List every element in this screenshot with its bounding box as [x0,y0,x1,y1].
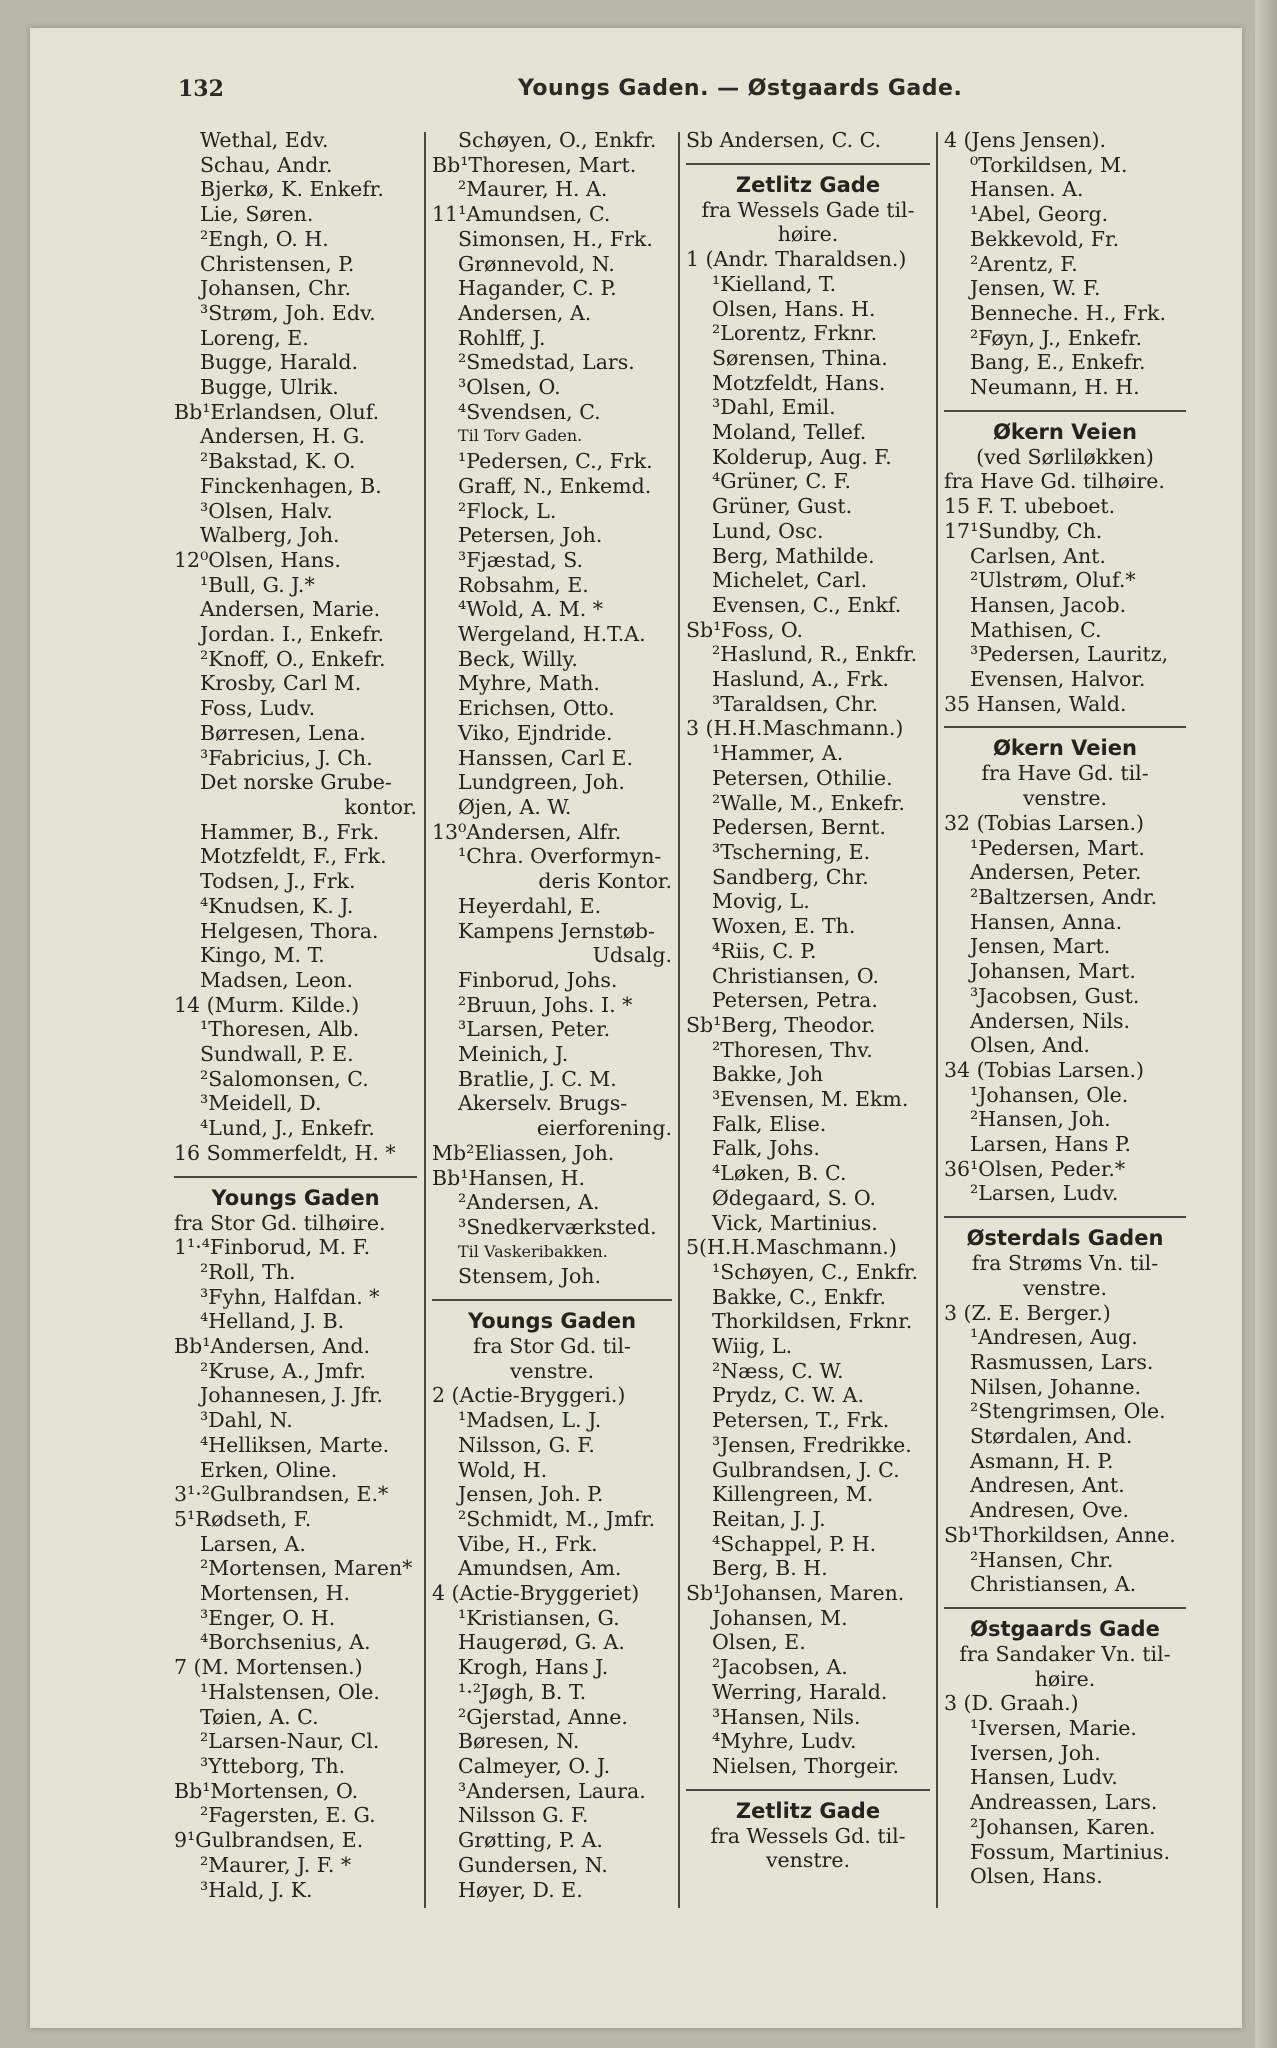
directory-entry: ³Strøm, Joh. Edv. [200,300,376,325]
directory-entry: Loreng, E. [200,325,309,350]
directory-entry: Wethal, Edv. [200,128,329,152]
directory-entry: Rasmussen, Lars. [970,1349,1154,1374]
directory-entry: 2 (Actie-Bryggeri.) [432,1383,626,1408]
directory-entry: Erken, Oline. [200,1457,338,1482]
directory-entry: ⁴Wold, A. M. * [458,597,604,622]
directory-entry: ²Bruun, Johs. I. * [458,992,633,1017]
directory-entry: ³Olsen, O. [458,375,561,400]
directory-entry: eierforening. [536,1116,672,1141]
directory-entry: Hanssen, Carl E. [458,745,633,770]
directory-entry: Andersen, Peter. [970,860,1142,885]
column-1 [174,128,417,1902]
section-separator [432,1299,672,1301]
directory-entry: ²Thoresen, Thv. [712,1037,873,1062]
directory-entry: ⁴Svendsen, C. [458,399,601,424]
directory-entry: Jensen, Mart. [970,934,1111,959]
directory-entry: fra Wessels Gade til- [701,197,915,222]
directory-entry: Woxen, E. Th. [712,914,856,939]
directory-entry: Kolderup, Aug. F. [712,444,892,469]
directory-entry: Andersen, H. G. [200,424,366,449]
directory-entry: ¹Johansen, Ole. [970,1082,1129,1107]
directory-entry: Robsahm, E. [458,572,589,597]
directory-entry: 3 (D. Graah.) [944,1691,1079,1716]
directory-entry: Hansen, Ludv. [970,1765,1118,1790]
directory-entry: Rohlff, J. [458,325,546,350]
directory-entry: ²Johansen, Karen. [970,1814,1156,1839]
section-separator [944,410,1186,412]
directory-entry: Falk, Johs. [712,1136,820,1161]
directory-entry: Neumann, H. H. [970,375,1140,400]
directory-entry: Wergeland, H.T.A. [458,622,646,647]
directory-entry: Hansen, Jacob. [970,592,1127,617]
directory-entry: ²Lorentz, Frknr. [712,321,878,346]
section-separator [944,1216,1186,1218]
directory-entry: ²Walle, M., Enkefr. [712,790,905,815]
directory-entry: Johannesen, J. Jfr. [200,1383,383,1408]
directory-entry: ¹Kristiansen, G. [458,1605,620,1630]
directory-entry: Lund, Osc. [712,518,824,543]
directory-entry: ²Hansen, Chr. [970,1547,1114,1572]
column-2 [432,128,672,1902]
directory-entry: ²Andersen, A. [458,1190,600,1215]
directory-entry: Wiig, L. [712,1334,793,1359]
directory-entry: Bekkevold, Fr. [970,226,1120,251]
directory-entry: 9¹Gulbrandsen, E. [174,1828,364,1853]
directory-entry: Werring, Harald. [712,1679,888,1704]
directory-entry: Haugerød, G. A. [458,1630,625,1655]
directory-entry: ³Ytteborg, Th. [200,1754,346,1778]
directory-entry: ⁴Knudsen, K. J. [200,893,354,918]
directory-entry: Asmann, H. P. [970,1448,1114,1473]
directory-entry: Sandberg, Chr. [712,864,869,889]
directory-entry: Calmeyer, O. J. [458,1754,611,1778]
directory-entry: ²Maurer, J. F. * [200,1852,352,1877]
directory-entry: Bb¹Mortensen, O. [174,1778,359,1803]
directory-entry: ²Larsen, Ludv. [970,1181,1119,1206]
page-number: 132 [178,76,224,102]
directory-entry: fra Have Gd. tilhøire. [944,469,1165,494]
directory-entry: 36¹Olsen, Peder.* [944,1156,1126,1181]
directory-entry: ³Hald, J. K. [200,1877,313,1902]
directory-entry: Sb¹Foss, O. [686,617,804,642]
directory-entry: Høyer, D. E. [458,1877,583,1902]
street-heading: Youngs Gaden [467,1309,637,1334]
directory-entry: 3 (Z. E. Berger.) [944,1300,1111,1325]
directory-entry: ³Evensen, M. Ekm. [712,1087,909,1112]
directory-entry: 3 (H.H.Maschmann.) [686,716,904,741]
section-separator [944,1607,1186,1609]
directory-entry: Michelet, Carl. [712,568,868,593]
directory-entry: ¹Abel, Georg. [970,202,1109,227]
directory-entry: Larsen, A. [200,1531,306,1556]
directory-entry: Kingo, M. T. [200,943,325,968]
directory-entry: Bb¹Erlandsen, Oluf. [174,399,380,424]
directory-entry: Beck, Willy. [458,646,578,671]
directory-entry: Andersen, A. [458,300,592,325]
directory-entry: venstre. [1022,786,1108,811]
street-heading: Østerdals Gaden [966,1226,1164,1251]
directory-entry: kontor. [344,794,417,819]
directory-entry: Børresen, Lena. [200,720,366,745]
section-separator [686,163,930,165]
directory-entry: 4 (Jens Jensen). [944,128,1107,152]
directory-entry: ³Larsen, Peter. [458,1017,611,1042]
section-separator [686,1789,930,1791]
directory-entry: Todsen, J., Frk. [200,869,356,894]
directory-entry: Hammer, B., Frk. [200,819,380,844]
directory-entry: Prydz, C. W. A. [712,1383,864,1408]
directory-entry: Vibe, H., Frk. [458,1531,598,1556]
directory-entry: ³Fyhn, Halfdan. * [200,1284,380,1309]
directory-entry: ¹Kielland, T. [712,271,837,296]
directory-entry: Gundersen, N. [458,1852,608,1877]
directory-entry: 35 Hansen, Wald. [944,691,1127,716]
directory-entry: 7 (M. Mortensen.) [174,1655,363,1680]
directory-entry: ²Larsen-Naur, Cl. [200,1729,380,1754]
directory-entry: ¹Schøyen, C., Enkfr. [712,1259,918,1284]
directory-entry: 11¹Amundsen, C. [432,202,611,227]
column-rule-2 [678,132,680,1908]
directory-entry: ²Næss, C. W. [712,1358,844,1383]
directory-entry: Nielsen, Thorgeir. [712,1754,899,1778]
directory-entry: Sb Andersen, C. C. [686,128,882,152]
directory-entry: ²Stengrimsen, Ole. [970,1399,1166,1424]
directory-entry: ¹Pedersen, C., Frk. [458,449,653,474]
section-separator [174,1176,417,1178]
directory-entry: Berg, B. H. [712,1556,828,1581]
street-heading: Østgaards Gade [970,1616,1160,1641]
directory-entry: ²Bakstad, K. O. [200,449,356,474]
directory-entry: Det norske Grube- [200,770,392,795]
directory-entry: Olsen, E. [712,1630,806,1655]
directory-entry: ¹Hammer, A. [712,741,844,766]
directory-entry: Nilsson, G. F. [458,1432,595,1457]
directory-entry: Hagander, C. P. [458,276,617,301]
directory-entry: 5(H.H.Maschmann.) [686,1235,897,1260]
directory-entry: Øjen, A. W. [458,794,572,819]
directory-entry: 1¹·⁴Finborud, M. F. [174,1235,371,1260]
directory-entry: ¹Bull, G. J.* [200,572,315,597]
directory-entry: deris Kontor. [538,869,672,894]
directory-entry: Moland, Tellef. [712,420,867,445]
directory-entry: Gulbrandsen, J. C. [712,1457,900,1482]
directory-entry: Vick, Martinius. [712,1210,878,1235]
directory-entry: Bratlie, J. C. M. [458,1066,617,1091]
directory-entry: ¹Thoresen, Alb. [200,1017,360,1042]
directory-entry: Jensen, W. F. [970,276,1101,301]
directory-entry: ²Smedstad, Lars. [458,350,635,375]
directory-entry: høire. [777,222,839,247]
directory-entry: Bang, E., Enkefr. [970,350,1146,375]
directory-entry: Bakke, C., Enkfr. [712,1284,887,1309]
directory-entry: Bugge, Ulrik. [200,375,339,400]
street-heading: Økern Veien [993,419,1137,444]
directory-entry: ³Andersen, Laura. [458,1778,646,1803]
directory-entry: Finborud, Johs. [458,967,618,992]
directory-entry: Grøtting, P. A. [458,1828,603,1853]
directory-entry: ³Fjæstad, S. [458,547,584,572]
directory-entry: høire. [1034,1666,1096,1691]
directory-entry: Evensen, C., Enkf. [712,592,902,617]
directory-entry: Petersen, Petra. [712,988,878,1013]
directory-entry: Sb¹Thorkildsen, Anne. [944,1522,1176,1547]
directory-entry: Falk, Elise. [712,1111,827,1136]
directory-entry: ¹Andresen, Aug. [970,1325,1138,1350]
directory-entry: ³Enger, O. H. [200,1605,336,1630]
directory-entry: Lie, Søren. [200,202,314,227]
directory-entry: 15 F. T. ubeboet. [944,494,1116,519]
directory-entry: Størdalen, And. [970,1424,1133,1449]
directory-entry: Olsen, Hans. [970,1864,1103,1889]
page-edge [1255,0,1277,2048]
directory-entry: Simonsen, H., Frk. [458,226,653,251]
directory-entry: Grønnevold, N. [458,251,615,276]
directory-entry: ²Fagersten, E. G. [200,1803,376,1828]
directory-entry: Udsalg. [592,943,672,968]
directory-entry: Larsen, Hans P. [970,1132,1132,1157]
directory-entry: Graff, N., Enkemd. [458,473,652,498]
directory-entry: Nilsen, Johanne. [970,1374,1141,1399]
directory-entry: Movig, L. [712,889,810,914]
directory-entry: Erichsen, Otto. [458,696,615,721]
directory-entry: ²Mortensen, Maren* [200,1556,413,1581]
directory-entry: Kampens Jernstøb- [458,918,655,943]
directory-entry: Stensem, Joh. [458,1264,602,1289]
directory-entry: Nilsson G. F. [458,1803,589,1828]
directory-entry: Bb¹Andersen, And. [174,1334,371,1359]
directory-entry: Jordan. I., Enkefr. [200,622,384,647]
directory-entry: Akerselv. Brugs- [458,1091,628,1116]
directory-entry: ²Hansen, Joh. [970,1107,1111,1132]
column-rule-1 [424,132,426,1908]
directory-entry: 34 (Tobias Larsen.) [944,1057,1144,1082]
directory-entry: ⁴Borchsenius, A. [200,1630,371,1655]
directory-entry: Sørensen, Thina. [712,345,888,370]
directory-entry: Amundsen, Am. [458,1556,622,1581]
directory-entry: ²Maurer, H. A. [458,177,608,202]
directory-entry: ³Jensen, Fredrikke. [712,1432,912,1457]
directory-entry: Andresen, Ant. [970,1473,1125,1498]
directory-entry: Madsen, Leon. [200,967,354,992]
directory-entry: Thorkildsen, Frknr. [712,1309,913,1334]
directory-entry: fra Have Gd. til- [981,761,1149,786]
directory-entry: ¹Halstensen, Ole. [200,1679,380,1704]
directory-entry: Andersen, Nils. [970,1008,1131,1033]
directory-entry: Krogh, Hans J. [458,1655,609,1680]
directory-entry: ³Jacobsen, Gust. [970,983,1140,1008]
directory-entry: fra Strøms Vn. til- [971,1251,1159,1276]
directory-entry: Christiansen, O. [712,963,879,988]
directory-entry: Krosby, Carl M. [200,671,362,696]
column-rule-3 [936,132,938,1908]
directory-entry: 17¹Sundby, Ch. [944,518,1103,543]
directory-entry: Til Vaskeribakken. [458,1241,608,1261]
directory-entry: ²Salomonsen, C. [200,1066,369,1091]
directory-entry: ²Jacobsen, A. [712,1655,848,1680]
directory-entry: ¹Chra. Overformyn- [458,844,662,869]
directory-entry: Petersen, Joh. [458,523,603,548]
directory-entry: 32 (Tobias Larsen.) [944,810,1144,835]
column-4 [944,128,1186,1889]
directory-entry: Motzfeldt, F., Frk. [200,844,387,869]
directory-entry: Meinich, J. [458,1042,569,1067]
directory-entry: venstre. [765,1848,851,1873]
directory-entry: Heyerdahl, E. [458,893,602,918]
directory-entry: ⁴Helliksen, Marte. [200,1432,390,1457]
directory-entry: ²Kruse, A., Jmfr. [200,1358,366,1383]
directory-entry: ³Snedkerværksted. [458,1214,657,1239]
directory-entry: ⁰Torkildsen, M. [970,152,1128,177]
directory-entry: ¹Madsen, L. J. [458,1408,602,1433]
directory-entry: Johansen, M. [712,1605,848,1630]
directory-entry: ³Meidell, D. [200,1091,322,1116]
directory-entry: 4 (Actie-Bryggeriet) [432,1581,640,1606]
directory-entry: (ved Sørliløkken) [976,444,1154,469]
directory-entry: Petersen, T., Frk. [712,1408,890,1433]
directory-entry: Motzfeldt, Hans. [712,370,886,395]
directory-entry: ²Schmidt, M., Jmfr. [458,1506,656,1531]
directory-entry: Bjerkø, K. Enkefr. [200,177,384,202]
directory-entry: ⁴Riis, C. P. [712,938,817,963]
directory-entry: ³Pedersen, Lauritz, [970,642,1169,667]
directory-entry: Johansen, Chr. [200,276,352,301]
directory-entry: ³Dahl, N. [200,1408,293,1433]
directory-entry: ¹Iversen, Marie. [970,1716,1137,1741]
column-3 [686,128,930,1873]
directory-entry: ²Arentz, F. [970,251,1078,276]
directory-entry: venstre. [1022,1275,1108,1300]
directory-entry: Viko, Ejndride. [458,720,613,745]
directory-entry: ³Fabricius, J. Ch. [200,745,373,770]
directory-entry: ²Engh, O. H. [200,226,329,251]
directory-entry: Christensen, P. [200,251,355,276]
directory-entry: Wold, H. [458,1457,548,1482]
directory-entry: Helgesen, Thora. [200,918,379,943]
directory-entry: Hansen, Anna. [970,909,1123,934]
directory-entry: ²Flock, L. [458,498,557,523]
directory-entry: 13⁰Andersen, Alfr. [432,819,622,844]
street-heading: Youngs Gaden [211,1185,380,1210]
directory-entry: Mortensen, H. [200,1581,350,1606]
directory-entry: ²Ulstrøm, Oluf.* [970,568,1136,593]
directory-entry: Carlsen, Ant. [970,543,1106,568]
directory-entry: ²Baltzersen, Andr. [970,884,1158,909]
directory-entry: Andreassen, Lars. [970,1790,1158,1815]
directory-entry: 3¹·²Gulbrandsen, E.* [174,1482,389,1507]
directory-entry: Myhre, Math. [458,671,600,696]
directory-entry: Petersen, Othilie. [712,765,893,790]
directory-entry: Christiansen, A. [970,1572,1137,1597]
directory-entry: ³Tscherning, E. [712,839,871,864]
directory-entry: ³Dahl, Emil. [712,395,836,420]
directory-entry: Killengreen, M. [712,1482,874,1507]
directory-entry: Iversen, Joh. [970,1740,1101,1765]
directory-entry: Reitan, J. J. [712,1506,826,1531]
directory-entry: fra Stor Gd. til- [473,1334,631,1359]
directory-entry: Mathisen, C. [970,617,1102,642]
directory-entry: Bb¹Thoresen, Mart. [432,152,637,177]
directory-entry: Ødegaard, S. O. [712,1185,877,1210]
directory-entry: Johansen, Mart. [970,959,1136,984]
directory-entry: ²Roll, Th. [200,1259,296,1284]
directory-entry: Haslund, A., Frk. [712,667,890,692]
directory-entry: Sundwall, P. E. [200,1042,354,1067]
running-head: Youngs Gaden. — Østgaards Gade. [518,76,963,101]
directory-entry: 5¹Rødseth, F. [174,1506,312,1531]
directory-entry: Pedersen, Bernt. [712,815,886,840]
directory-entry: ⁴Grüner, C. F. [712,469,852,494]
directory-entry: 16 Sommerfeldt, H. * [174,1140,396,1165]
directory-entry: fra Sandaker Vn. til- [959,1641,1171,1666]
directory-entry: Jensen, Joh. P. [458,1482,604,1507]
directory-entry: fra Stor Gd. tilhøire. [174,1210,386,1235]
directory-entry: Andersen, Marie. [200,597,381,622]
directory-entry: fra Wessels Gd. til- [710,1823,906,1848]
directory-entry: Grüner, Gust. [712,494,853,519]
street-heading: Zetlitz Gade [735,172,881,197]
directory-entry: Benneche. H., Frk. [970,300,1166,325]
directory-entry: ²Føyn, J., Enkefr. [970,325,1143,350]
directory-entry: Finckenhagen, B. [200,473,382,498]
directory-entry: ³Hansen, Nils. [712,1704,861,1729]
directory-entry: 12⁰Olsen, Hans. [174,547,341,572]
directory-entry: Sb¹Berg, Theodor. [686,1012,876,1037]
directory-entry: Olsen, And. [970,1033,1090,1058]
directory-entry: ⁴Helland, J. B. [200,1309,345,1334]
directory-entry: Tøien, A. C. [200,1704,319,1729]
directory-entry: venstre. [509,1358,595,1383]
directory-entry: Andresen, Ove. [970,1498,1129,1523]
directory-entry: Mb²Eliassen, Joh. [432,1140,615,1165]
directory-entry: Lundgreen, Joh. [458,770,625,795]
directory-entry: ⁴Schappel, P. H. [712,1531,877,1556]
directory-entry: Bakke, Joh [712,1062,824,1087]
directory-entry: ¹Pedersen, Mart. [970,835,1145,860]
directory-entry: ¹·²Jøgh, B. T. [458,1679,587,1704]
street-heading: Økern Veien [993,736,1137,761]
directory-entry: Sb¹Johansen, Maren. [686,1581,905,1606]
directory-entry: Hansen. A. [970,177,1084,202]
directory-entry: Walberg, Joh. [200,523,340,548]
directory-entry: ²Knoff, O., Enkefr. [200,646,386,671]
directory-entry: ⁴Løken, B. C. [712,1161,847,1186]
directory-entry: Berg, Mathilde. [712,543,875,568]
directory-entry: ⁴Myhre, Ludv. [712,1729,857,1754]
directory-entry: 14 (Murm. Kilde.) [174,992,360,1017]
directory-entry: Olsen, Hans. H. [712,296,876,321]
directory-entry: Bugge, Harald. [200,350,358,375]
directory-entry: ⁴Lund, J., Enkefr. [200,1116,375,1141]
directory-entry: Schau, Andr. [200,152,333,177]
directory-entry: 1 (Andr. Tharaldsen.) [686,247,907,272]
street-heading: Zetlitz Gade [735,1798,881,1823]
directory-entry: ³Taraldsen, Chr. [712,691,879,716]
directory-entry: Børesen, N. [458,1729,580,1754]
directory-entry: ²Gjerstad, Anne. [458,1704,628,1729]
directory-entry: Evensen, Halvor. [970,667,1146,692]
directory-entry: Foss, Ludv. [200,696,316,721]
directory-entry: Til Torv Gaden. [458,426,583,446]
directory-entry: Bb¹Hansen, H. [432,1165,585,1190]
directory-entry: Fossum, Martinius. [970,1839,1170,1864]
directory-entry: Schøyen, O., Enkfr. [458,128,657,152]
directory-entry: ²Haslund, R., Enkfr. [712,642,918,667]
section-separator [944,726,1186,728]
directory-entry: ³Olsen, Halv. [200,498,333,523]
